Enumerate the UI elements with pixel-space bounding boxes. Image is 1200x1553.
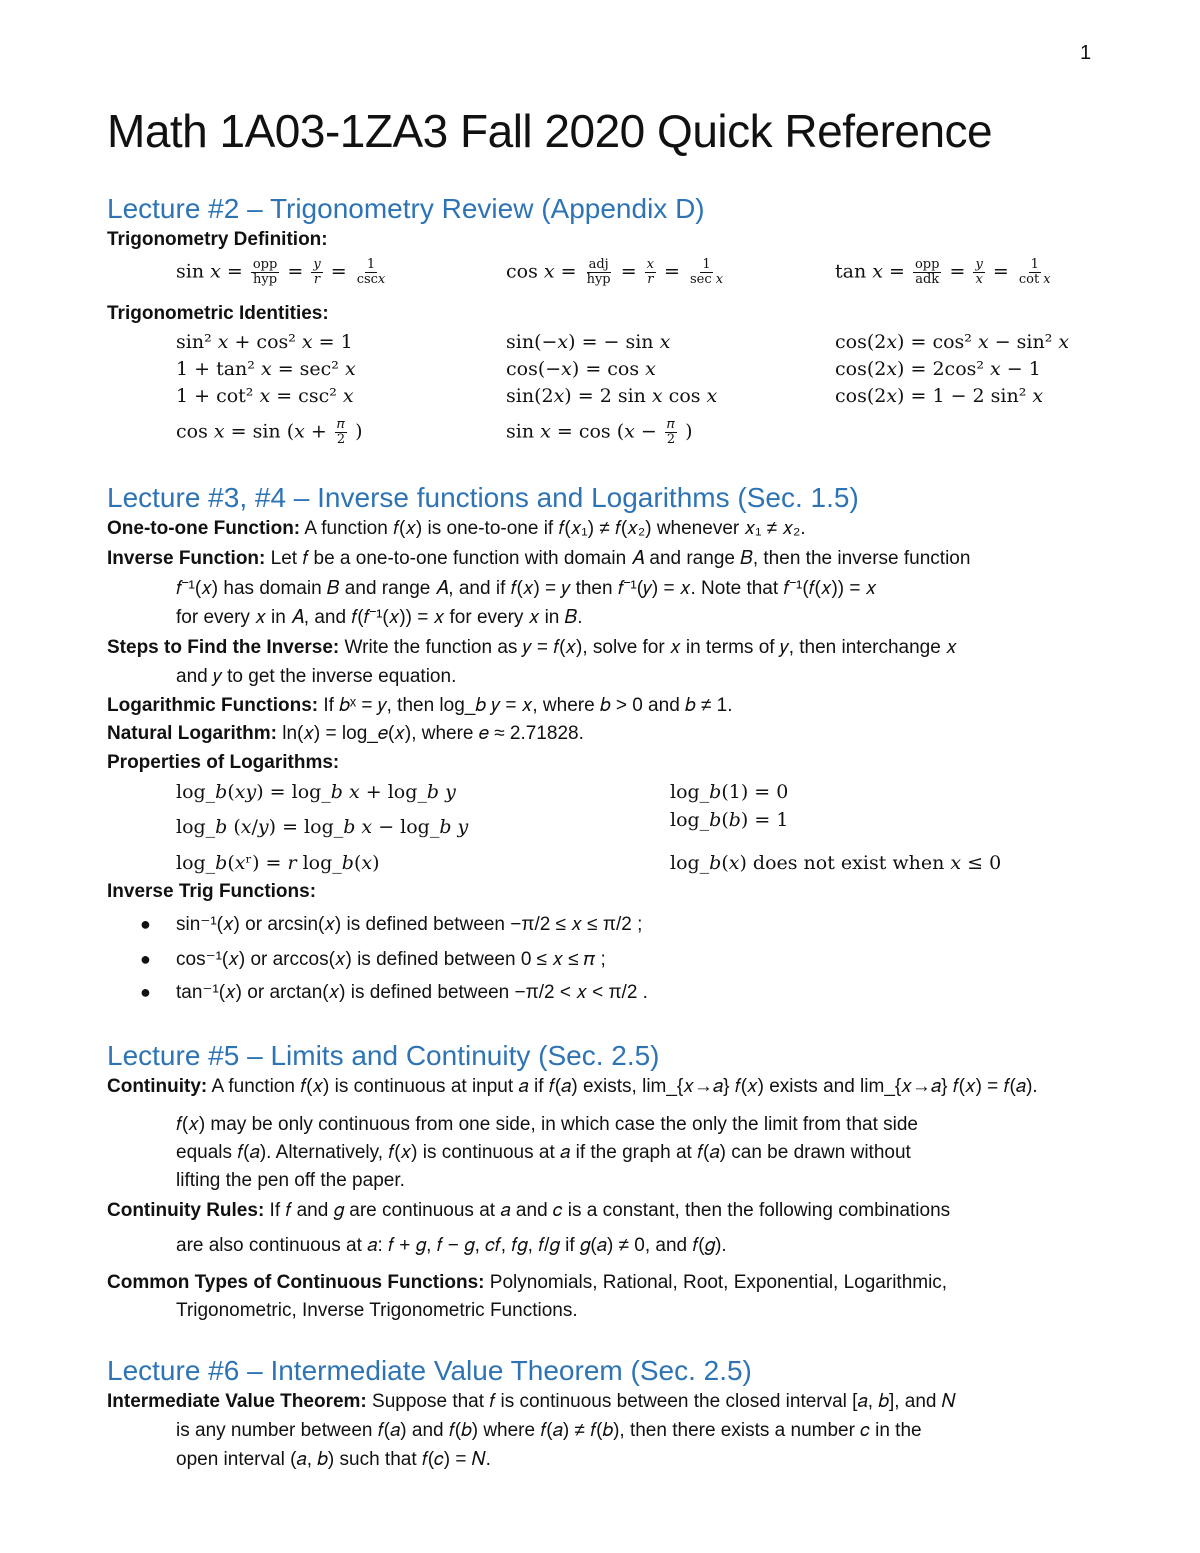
inverse-def-1: Inverse Function: Let 𝑓 be a one-to-one function with domain 𝐴 and range 𝐵, then the inverse function: [107, 548, 971, 569]
section-heading-limits: Lecture #5 – Limits and Continuity (Sec. 2.5): [107, 1040, 660, 1071]
section-heading-trig: Lecture #2 – Trigonometry Review (Appendix D): [107, 193, 705, 224]
ivt-def-1: Intermediate Value Theorem: Suppose that 𝑓 is continuous between the closed interval [𝑎, 𝑏], and 𝑁: [107, 1391, 956, 1412]
continuity-rules-1: Continuity Rules: If 𝑓 and 𝑔 are continuous at 𝑎 and 𝑐 is a constant, then the following combinations: [107, 1200, 951, 1221]
cos-definition: cos 𝑥 = $\frac{\text{adj}}{\text{hyp}}$ = $\frac{\text{𝑥}}{\text{𝑟}}$ = $\frac{1}{\text{sec 𝑥}}$: [506, 257, 724, 287]
continuity-def-4: lifting the pen off the paper.: [176, 1170, 405, 1191]
page-title: Math 1A03-1ZA3 Fall 2020 Quick Reference: [107, 105, 993, 157]
identity-double-cos-1: cos(2𝑥) = cos² 𝑥 − sin² 𝑥: [835, 331, 1070, 353]
bullet-icon: ●: [140, 982, 151, 1002]
continuous-types-2: Trigonometric, Inverse Trigonometric Functions.: [176, 1300, 578, 1321]
natural-log-def: Natural Logarithm: ln(𝑥) = log_𝑒(𝑥), where 𝑒 ≈ 2.71828.: [107, 723, 584, 744]
continuity-def-3: equals 𝑓(𝑎). Alternatively, 𝑓(𝑥) is continuous at 𝑎 if the graph at 𝑓(𝑎) can be drawn without: [176, 1142, 911, 1163]
continuous-types-1: Common Types of Continuous Functions: Polynomials, Rational, Root, Exponential, Logarithmic,: [107, 1272, 948, 1293]
ivt-def-3: open interval (𝑎, 𝑏) such that 𝑓(𝑐) = 𝑁.: [176, 1449, 491, 1470]
continuity-def-2: 𝑓(𝑥) may be only continuous from one side, in which case the only the limit from that side: [176, 1114, 918, 1135]
bullet-icon: ●: [140, 914, 151, 934]
continuity-def-1: Continuity: A function 𝑓(𝑥) is continuous at input 𝑎 if 𝑓(𝑎) exists, lim_{𝑥→𝑎} 𝑓(𝑥) exists and lim_{𝑥→𝑎} 𝑓(𝑥) = 𝑓(𝑎).: [107, 1076, 1038, 1097]
identity-pythag-3: 1 + cot² 𝑥 = csc² 𝑥: [176, 385, 354, 407]
tan-definition: tan 𝑥 = $\frac{\text{opp}}{\text{adk}}$ = $\frac{\text{𝑦}}{\text{𝑥}}$ = $\frac{1}{\text{cot 𝑥}}$: [835, 257, 1051, 287]
identity-double-cos-3: cos(2𝑥) = 1 − 2 sin² 𝑥: [835, 385, 1044, 407]
sin-definition: sin 𝑥 = $\frac{\text{opp}}{\text{hyp}}$ = $\frac{\text{𝑦}}{\text{𝑟}}$ = $\frac{1}{\text{csc𝑥}}$: [176, 257, 386, 287]
identity-double-sin: sin(2𝑥) = 2 sin 𝑥 cos 𝑥: [506, 385, 718, 407]
steps-inverse-2: and 𝑦 to get the inverse equation.: [176, 666, 457, 687]
section-heading-inverse: Lecture #3, #4 – Inverse functions and Logarithms (Sec. 1.5): [107, 482, 859, 513]
inverse-def-3: for every 𝑥 in 𝐴, and 𝑓(𝑓⁻¹(𝑥)) = 𝑥 for every 𝑥 in 𝐵.: [176, 607, 583, 628]
log-domain: log_𝑏(𝑥) does not exist when 𝑥 ≤ 0: [670, 852, 1002, 874]
steps-inverse-1: Steps to Find the Inverse: Write the function as 𝑦 = 𝑓(𝑥), solve for 𝑥 in terms of 𝑦, then interchange 𝑥: [107, 637, 957, 658]
page-number: 1: [1080, 42, 1092, 64]
arcsin-range: sin⁻¹(𝑥) or arcsin(𝑥) is defined between −π/2 ≤ 𝑥 ≤ π/2 ;: [176, 914, 643, 935]
log-power-rule: log_𝑏(𝑥ʳ) = 𝑟 log_𝑏(𝑥): [176, 852, 380, 874]
trig-definition-label: Trigonometry Definition:: [107, 229, 328, 250]
log-properties-label: Properties of Logarithms:: [107, 752, 340, 773]
identity-shift-cos: cos 𝑥 = sin (𝑥 + $\frac{\text{𝜋}}{2}$ ): [176, 417, 363, 447]
arctan-range: tan⁻¹(𝑥) or arctan(𝑥) is defined between −π/2 < 𝑥 < π/2 .: [176, 982, 648, 1003]
log-of-one: log_𝑏(1) = 0: [670, 781, 789, 803]
identity-pythag-1: sin² 𝑥 + cos² 𝑥 = 1: [176, 331, 353, 353]
identity-odd-sin: sin(−𝑥) = − sin 𝑥: [506, 331, 671, 353]
trig-identities-label: Trigonometric Identities:: [107, 303, 329, 324]
log-quotient-rule: log_𝑏 (𝑥/𝑦) = log_𝑏 𝑥 − log_𝑏 𝑦: [176, 816, 469, 838]
log-of-base: log_𝑏(𝑏) = 1: [670, 809, 789, 831]
section-heading-ivt: Lecture #6 – Intermediate Value Theorem (Sec. 2.5): [107, 1355, 752, 1386]
inverse-def-2: 𝑓⁻¹(𝑥) has domain 𝐵 and range 𝐴, and if 𝑓(𝑥) = 𝑦 then 𝑓⁻¹(𝑦) = 𝑥. Note that 𝑓⁻¹(𝑓(𝑥)) = 𝑥: [176, 578, 877, 599]
identity-shift-sin: sin 𝑥 = cos (𝑥 − $\frac{\text{𝜋}}{2}$ ): [506, 417, 693, 447]
identity-pythag-2: 1 + tan² 𝑥 = sec² 𝑥: [176, 358, 356, 380]
log-function-def: Logarithmic Functions: If 𝑏ˣ = 𝑦, then log_𝑏 𝑦 = 𝑥, where 𝑏 > 0 and 𝑏 ≠ 1.: [107, 695, 733, 716]
continuity-rules-2: are also continuous at 𝑎: 𝑓 + 𝑔, 𝑓 − 𝑔, 𝑐𝑓, 𝑓𝑔, 𝑓/𝑔 if 𝑔(𝑎) ≠ 0, and 𝑓(𝑔).: [176, 1235, 727, 1256]
inverse-trig-label: Inverse Trig Functions:: [107, 881, 317, 902]
log-product-rule: log_𝑏(𝑥𝑦) = log_𝑏 𝑥 + log_𝑏 𝑦: [176, 781, 456, 803]
one-to-one-def: One-to-one Function: A function 𝑓(𝑥) is one-to-one if 𝑓(𝑥₁) ≠ 𝑓(𝑥₂) whenever 𝑥₁ ≠ 𝑥₂.: [107, 518, 806, 539]
identity-even-cos: cos(−𝑥) = cos 𝑥: [506, 358, 656, 380]
ivt-def-2: is any number between 𝑓(𝑎) and 𝑓(𝑏) where 𝑓(𝑎) ≠ 𝑓(𝑏), then there exists a number 𝑐 in the: [176, 1420, 922, 1441]
arccos-range: cos⁻¹(𝑥) or arccos(𝑥) is defined between 0 ≤ 𝑥 ≤ 𝜋 ;: [176, 949, 606, 970]
bullet-icon: ●: [140, 949, 151, 969]
identity-double-cos-2: cos(2𝑥) = 2cos² 𝑥 − 1: [835, 358, 1041, 380]
